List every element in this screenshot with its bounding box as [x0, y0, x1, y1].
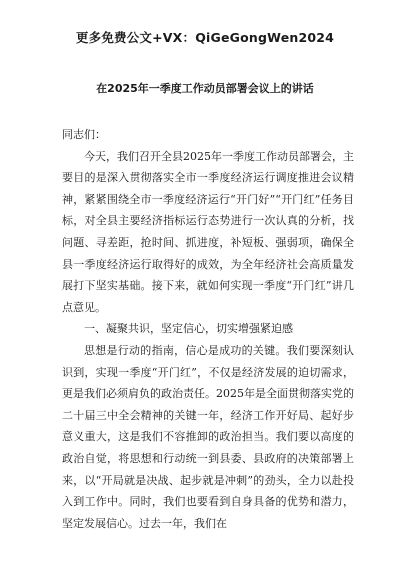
document-body	[62, 124, 354, 534]
paragraph-section-1: 思想是行动的指南，信心是成功的关键。我们要深刻认识到，实现一季度“开门红”，不仅是经济发展的迫切需求，更是我们必须肩负的政治责任。2025年是全面贯彻落实党的二十届三中全会精神的关键一年，经济工作开好局、起好步意义重大，这是我们不容推卸的政治担当。我们要以高度的政治自觉，将思想和行动统一到县委、县政府的决策部署上来，以“开局就是决战、起步就是冲刺”的劲头，全力以赴投入到工作中。同时，我们也要看到自身具备的优势和潜力，坚定发展信心。过去一年，我们在	[62, 343, 354, 530]
document-title: 在2025年一季度工作动员部署会议上的讲话	[96, 82, 314, 95]
salutation: 同志们：	[62, 128, 106, 141]
section-heading-1: 一、凝聚共识，坚定信心，切实增强紧迫感	[84, 322, 293, 336]
promo-header: 更多免费公文+VX：QiGeGongWen2024	[75, 30, 335, 45]
paragraph-intro: 今天，我们召开全县2025年一季度工作动员部署会，主要目的是深入贯彻落实全市一季度经济运行调度推进会议精神，紧紧围绕全市一季度经济运行“开门好”“开门红”任务目标，对全县主要经济指标运行态势进行一次认真的分析，找问题、寻差距，抢时间、抓进度，补短板、强弱项，确保全县一季度经济运行取得好的成效，为全年经济社会高质量发展打下坚实基础。接下来，就如何实现一季度“开门红”讲几点意见。	[62, 149, 354, 314]
